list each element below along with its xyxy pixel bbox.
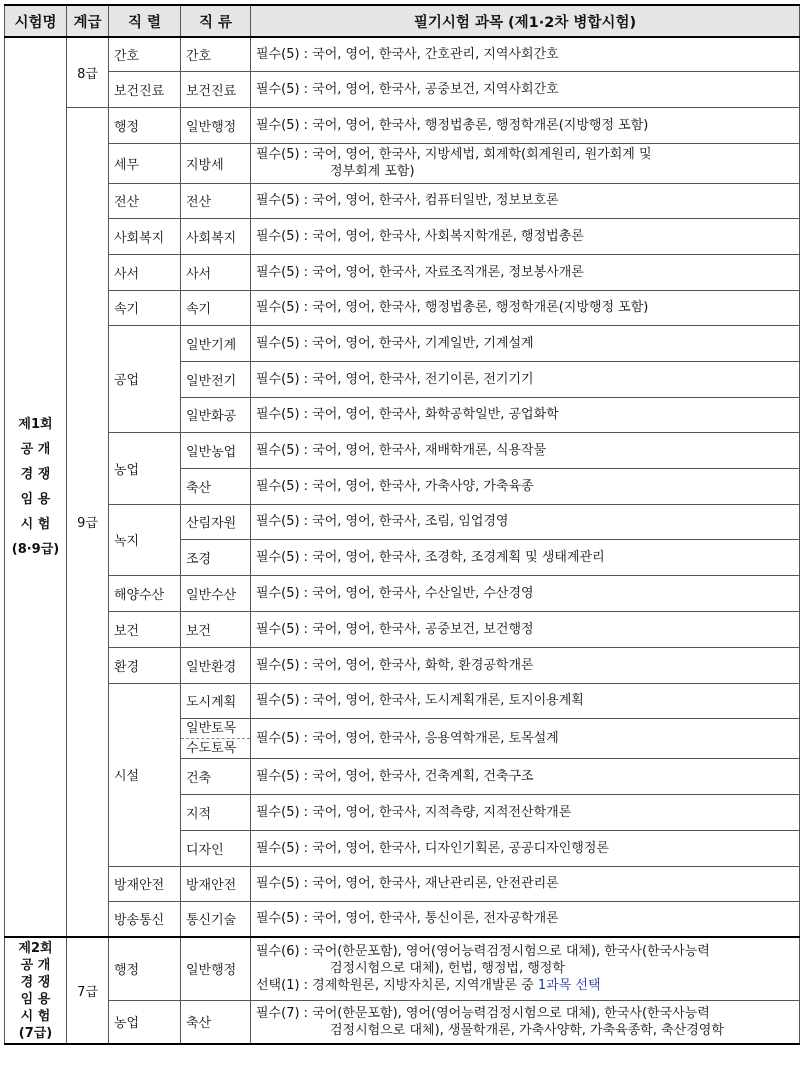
class-cell: 방재안전 [181,866,251,901]
series-cell: 보건진료 [109,71,181,107]
table-row [5,254,800,290]
subjects-cell: 필수(5) : 국어, 영어, 한국사, 디자인기획론, 공공디자인행정론 [251,830,800,866]
subjects-line: 검정시험으로 대체), 생물학개론, 가축사양학, 가축육종학, 축산경영학 [330,1022,724,1038]
subjects-cell [251,143,800,183]
header-series: 직 렬 [109,5,181,37]
class-cell: 도시계획 [181,683,251,718]
class-cell: 지적 [181,794,251,830]
series-cell: 사회복지 [109,218,181,254]
series-cell: 행정 [109,107,181,143]
grade-cell: 9급 [67,107,109,937]
exam2-line: 임 용 [20,991,51,1007]
series-cell: 방송통신 [109,901,181,937]
class-cell: 일반기계 [181,325,251,361]
table-row [5,71,800,107]
subjects-cell: 필수(5) : 국어, 영어, 한국사, 공중보건, 지역사회간호 [251,71,800,107]
class-cell: 일반환경 [181,647,251,683]
table-row [5,432,800,468]
subjects-cell [251,1000,800,1044]
subjects-cell: 필수(5) : 국어, 영어, 한국사, 건축계획, 건축구조 [251,758,800,794]
subjects-cell: 필수(5) : 국어, 영어, 한국사, 컴퓨터일반, 정보보호론 [251,183,800,218]
exam1-line: 경 쟁 [20,467,51,482]
header-class: 직 류 [181,5,251,37]
series-cell: 농업 [109,1000,181,1044]
class-cell: 축산 [181,468,251,504]
class-cell: 디자인 [181,830,251,866]
series-cell: 공업 [109,325,181,432]
subjects-cell: 필수(5) : 국어, 영어, 한국사, 공중보건, 보건행정 [251,611,800,647]
series-cell: 세무 [109,143,181,183]
table-row [5,575,800,611]
subjects-line [256,977,794,994]
subjects-cell: 필수(5) : 국어, 영어, 한국사, 응용역학개론, 토목설계 [251,718,800,758]
header-grade: 계급 [67,5,109,37]
exam-round-2 [5,937,67,1044]
class-line: 일반토목 [181,719,250,739]
class-cell: 보건진료 [181,71,251,107]
subjects-cell: 필수(5) : 국어, 영어, 한국사, 도시계획개론, 토지이용계획 [251,683,800,718]
subjects-cell: 필수(5) : 국어, 영어, 한국사, 재난관리론, 안전관리론 [251,866,800,901]
series-cell: 농업 [109,432,181,504]
exam2-line: 시 험 [20,1008,51,1024]
class-cell: 산림자원 [181,504,251,539]
class-cell: 일반화공 [181,397,251,432]
table-row [5,37,800,71]
subjects-line: 필수(5) : 국어, 영어, 한국사, 지방세법, 회계학(회계원리, 원가회계 및 [256,147,652,162]
subjects-line: 정부회계 포함) [330,164,415,179]
table-row [5,143,800,183]
table-row [5,937,800,1000]
table-row [5,290,800,325]
grade-cell: 8급 [67,37,109,107]
class-cell: 일반농업 [181,432,251,468]
table-row [5,683,800,718]
class-cell: 지방세 [181,143,251,183]
subjects-cell: 필수(5) : 국어, 영어, 한국사, 지적측량, 지적전산학개론 [251,794,800,830]
subjects-cell: 필수(5) : 국어, 영어, 한국사, 간호관리, 지역사회간호 [251,37,800,71]
subjects-cell: 필수(5) : 국어, 영어, 한국사, 수산일반, 수산경영 [251,575,800,611]
subjects-cell: 필수(5) : 국어, 영어, 한국사, 기계일반, 기계설계 [251,325,800,361]
subjects-cell: 필수(5) : 국어, 영어, 한국사, 화학, 환경공학개론 [251,647,800,683]
exam2-line: 경 쟁 [20,974,51,990]
table-row [5,325,800,361]
exam1-line: 공 개 [20,442,51,457]
header-row [5,5,800,37]
series-cell: 시설 [109,683,181,866]
table-row [5,218,800,254]
class-cell: 일반수산 [181,575,251,611]
grade-cell: 7급 [67,937,109,1044]
class-cell: 통신기술 [181,901,251,937]
subject-table [4,4,800,1045]
subjects-cell: 필수(5) : 국어, 영어, 한국사, 조경학, 조경계획 및 생태계관리 [251,539,800,575]
exam1-line: 제1회 [18,417,53,432]
subjects-cell: 필수(5) : 국어, 영어, 한국사, 행정법총론, 행정학개론(지방행정 포함) [251,290,800,325]
class-cell: 일반행정 [181,937,251,1000]
subjects-cell: 필수(5) : 국어, 영어, 한국사, 재배학개론, 식용작물 [251,432,800,468]
subjects-cell: 필수(5) : 국어, 영어, 한국사, 사회복지학개론, 행정법총론 [251,218,800,254]
subjects-cell [251,937,800,1000]
table-row [5,647,800,683]
exam1-line: (8·9급) [11,542,60,557]
table-row [5,107,800,143]
table-row [5,183,800,218]
class-cell: 축산 [181,1000,251,1044]
subjects-line: 필수(7) : 국어(한문포함), 영어(영어능력검정시험으로 대체), 한국사(한국사능력 [256,1005,710,1021]
class-cell: 속기 [181,290,251,325]
table-row [5,611,800,647]
class-line: 수도토목 [186,740,237,756]
subjects-line: 필수(6) : 국어(한문포함), 영어(영어능력검정시험으로 대체), 한국사(한국사능력 [256,944,710,960]
subjects-cell: 필수(5) : 국어, 영어, 한국사, 화학공학일반, 공업화학 [251,397,800,432]
subjects-line: 검정시험으로 대체), 헌법, 행정법, 행정학 [330,961,565,977]
subjects-cell: 필수(5) : 국어, 영어, 한국사, 행정법총론, 행정학개론(지방행정 포함) [251,107,800,143]
exam2-line: (7급) [18,1025,53,1041]
class-cell: 전산 [181,183,251,218]
series-cell: 해양수산 [109,575,181,611]
class-cell: 조경 [181,539,251,575]
class-cell: 일반행정 [181,107,251,143]
subjects-cell: 필수(5) : 국어, 영어, 한국사, 전기이론, 전기기기 [251,361,800,397]
class-cell: 사회복지 [181,218,251,254]
series-cell: 녹지 [109,504,181,575]
exam-round-1 [5,37,67,937]
subjects-cell: 필수(5) : 국어, 영어, 한국사, 조림, 임업경영 [251,504,800,539]
series-cell: 방재안전 [109,866,181,901]
class-cell [181,718,251,758]
header-exam: 시험명 [5,5,67,37]
series-cell: 행정 [109,937,181,1000]
class-cell: 일반전기 [181,361,251,397]
series-cell: 사서 [109,254,181,290]
series-cell: 전산 [109,183,181,218]
exam1-line: 시 험 [20,517,51,532]
subjects-text: 선택(1) : 경제학원론, 지방자치론, 지역개발론 중 [256,978,538,994]
class-cell: 간호 [181,37,251,71]
series-cell: 보건 [109,611,181,647]
exam2-line: 공 개 [20,957,51,973]
table-row [5,1000,800,1044]
table-row [5,866,800,901]
series-cell: 간호 [109,37,181,71]
subjects-cell: 필수(5) : 국어, 영어, 한국사, 가축사양, 가축육종 [251,468,800,504]
table-row [5,504,800,539]
header-subjects: 필기시험 과목 (제1·2차 병합시험) [251,5,800,37]
class-cell: 보건 [181,611,251,647]
table-row [5,901,800,937]
subjects-cell: 필수(5) : 국어, 영어, 한국사, 통신이론, 전자공학개론 [251,901,800,937]
series-cell: 환경 [109,647,181,683]
exam2-line: 제2회 [18,940,53,956]
subjects-cell: 필수(5) : 국어, 영어, 한국사, 자료조직개론, 정보봉사개론 [251,254,800,290]
exam1-line: 임 용 [20,492,51,507]
class-cell: 사서 [181,254,251,290]
highlight-text: 1과목 선택 [537,978,601,994]
series-cell: 속기 [109,290,181,325]
class-cell: 건축 [181,758,251,794]
